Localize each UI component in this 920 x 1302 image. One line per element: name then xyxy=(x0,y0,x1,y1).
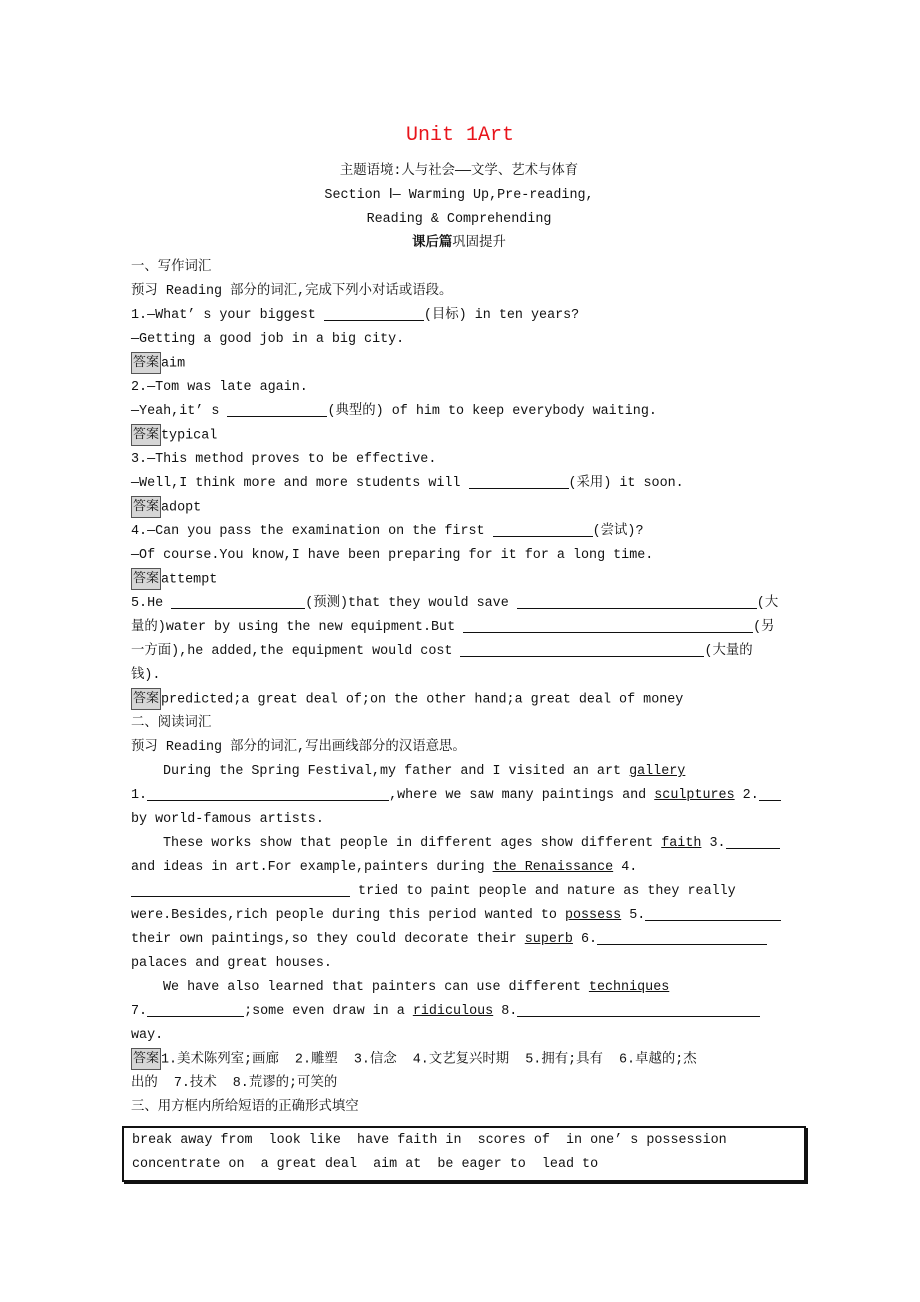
answer-blank xyxy=(171,592,305,609)
text: (大量的 xyxy=(704,644,753,659)
answer-blank xyxy=(463,616,753,633)
q5-line-4: 钱). xyxy=(131,668,161,683)
phrase: be eager to xyxy=(437,1157,526,1172)
underlined-word: faith xyxy=(661,836,702,851)
part2-answer xyxy=(131,1048,793,1072)
part1-instruction: 预习 Reading 部分的词汇,完成下列小对话或语段。 xyxy=(131,284,453,299)
text: 8. xyxy=(493,1004,518,1019)
phrase: lead to xyxy=(541,1157,599,1172)
answer-text: 1.美术陈列室;画廊 2.雕塑 3.信念 4.文艺复兴时期 5.拥有;具有 6.卓越的;杰 xyxy=(161,1052,697,1068)
answer-label: 答案 xyxy=(131,568,161,590)
answer-blank xyxy=(131,880,350,897)
text: 5. xyxy=(621,908,646,923)
text: (采用) it soon. xyxy=(568,476,684,491)
text: tried to paint people and nature as they really xyxy=(350,884,736,899)
text: 一方面),he added,the equipment would cost xyxy=(131,644,461,659)
underlined-word: the Renaissance xyxy=(492,860,614,875)
answer-label: 答案 xyxy=(131,688,161,710)
page-title: Unit 1Art xyxy=(405,124,515,147)
passage-line: by world-famous artists. xyxy=(131,812,324,827)
q1-line xyxy=(131,304,793,328)
underlined-word: techniques xyxy=(588,980,670,995)
passage-line xyxy=(131,976,793,1000)
text: We have also learned that painters can use different xyxy=(163,980,589,995)
q3-answer xyxy=(131,496,793,520)
phrase-row xyxy=(132,1152,804,1176)
q1-reply: —Getting a good job in a big city. xyxy=(131,332,405,347)
underlined-word: sculptures xyxy=(654,788,735,803)
passage-line xyxy=(131,760,793,784)
text: 6. xyxy=(572,932,598,947)
q4-line xyxy=(131,520,793,544)
answer-blank xyxy=(324,304,424,321)
passage-line xyxy=(131,904,793,928)
text: 1. xyxy=(131,788,148,803)
q2-line: 2.—Tom was late again. xyxy=(131,380,308,395)
passage-line: palaces and great houses. xyxy=(131,956,332,971)
text: —Well,I think more and more students will xyxy=(131,476,469,491)
text: 4. xyxy=(613,860,638,875)
answer-text: typical xyxy=(161,428,218,444)
answer-label: 答案 xyxy=(131,1048,161,1070)
text: 2. xyxy=(734,788,759,803)
part2-instruction: 预习 Reading 部分的词汇,写出画线部分的汉语意思。 xyxy=(131,740,466,755)
phrase-box xyxy=(122,1126,806,1182)
section-title-1: Section Ⅰ— Warming Up,Pre-reading, xyxy=(324,188,594,203)
answer-blank xyxy=(517,592,757,609)
answer-text: predicted;a great deal of;on the other hand;a great deal of money xyxy=(161,692,684,708)
answer-blank xyxy=(759,784,781,801)
text: 5.He xyxy=(131,596,172,611)
phrase: aim at xyxy=(373,1157,422,1172)
text: (尝试)? xyxy=(592,524,644,539)
answer-blank xyxy=(227,400,327,417)
text: ;some even draw in a xyxy=(244,1004,413,1019)
document-body xyxy=(131,160,793,1120)
text: ,where we saw many paintings and xyxy=(389,788,655,803)
answer-blank xyxy=(726,832,780,849)
answer-blank xyxy=(597,928,767,945)
part2-heading: 二、阅读词汇 xyxy=(131,716,212,731)
part2-answer-cont: 出的 7.技术 8.荒谬的;可笑的 xyxy=(131,1076,338,1091)
q4-reply: —Of course.You know,I have been preparing for it for a long time. xyxy=(131,548,654,563)
q2-answer xyxy=(131,424,793,448)
passage-line xyxy=(131,928,793,952)
q2-reply xyxy=(131,400,793,424)
q1-answer xyxy=(131,352,793,376)
passage-line xyxy=(131,856,793,880)
part1-heading: 一、写作词汇 xyxy=(131,260,212,275)
answer-blank xyxy=(645,904,781,921)
part3-heading: 三、用方框内所给短语的正确形式填空 xyxy=(131,1100,359,1115)
answer-blank xyxy=(460,640,704,657)
underlined-word: gallery xyxy=(629,764,686,779)
phrase: concentrate on xyxy=(132,1157,245,1172)
text: their own paintings,so they could decorate their xyxy=(131,932,525,947)
section-title-2: Reading & Comprehending xyxy=(366,212,552,227)
text: 4.—Can you pass the examination on the first xyxy=(131,524,493,539)
answer-blank xyxy=(469,472,569,489)
subheading-bold: 课后篇 xyxy=(412,236,453,251)
text: 7. xyxy=(131,1004,148,1019)
answer-text: aim xyxy=(161,356,186,372)
answer-text: attempt xyxy=(161,572,218,588)
phrase: have faith in xyxy=(357,1133,462,1148)
text: (典型的) of him to keep everybody waiting. xyxy=(327,404,657,419)
q5-line-3 xyxy=(131,640,793,664)
text: (另 xyxy=(753,620,775,635)
underlined-word: ridiculous xyxy=(412,1004,494,1019)
phrase: look like xyxy=(268,1133,341,1148)
text: were.Besides,rich people during this period wanted to xyxy=(131,908,565,923)
answer-label: 答案 xyxy=(131,496,161,518)
passage-line xyxy=(131,1000,793,1024)
phrase: break away from xyxy=(132,1133,253,1148)
answer-text: adopt xyxy=(161,500,202,516)
text: (预测)that they would save xyxy=(305,596,517,611)
text: During the Spring Festival,my father and I visited an art xyxy=(163,764,630,779)
phrase: scores of xyxy=(477,1133,550,1148)
underlined-word: possess xyxy=(564,908,622,923)
passage-line xyxy=(131,880,793,904)
q4-answer xyxy=(131,568,793,592)
passage-line xyxy=(131,784,793,808)
answer-label: 答案 xyxy=(131,424,161,446)
text: 3. xyxy=(701,836,726,851)
q5-line-1 xyxy=(131,592,793,616)
answer-blank xyxy=(517,1000,760,1017)
text: 量的)water by using the new equipment.But xyxy=(131,620,464,635)
answer-label: 答案 xyxy=(131,352,161,374)
text: 1.—What’ s your biggest xyxy=(131,308,324,323)
passage-line: way. xyxy=(131,1028,164,1043)
subheading-rest: 巩固提升 xyxy=(452,236,506,251)
theme-line: 主题语境:人与社会——文学、艺术与体育 xyxy=(339,164,579,179)
phrase: in one’ s possession xyxy=(565,1133,727,1148)
text: —Yeah,it’ s xyxy=(131,404,228,419)
q3-line: 3.—This method proves to be effective. xyxy=(131,452,437,467)
q3-reply xyxy=(131,472,793,496)
answer-blank xyxy=(147,784,389,801)
text: These works show that people in different ages show different xyxy=(163,836,662,851)
subheading xyxy=(131,232,787,256)
phrase: a great deal xyxy=(260,1157,358,1172)
text: (大 xyxy=(756,596,779,611)
answer-blank xyxy=(147,1000,244,1017)
text: and ideas in art.For example,painters during xyxy=(131,860,493,875)
q5-answer xyxy=(131,688,793,712)
answer-blank xyxy=(493,520,593,537)
passage-line xyxy=(131,832,793,856)
text: (目标) in ten years? xyxy=(423,308,580,323)
q5-line-2 xyxy=(131,616,793,640)
underlined-word: superb xyxy=(524,932,573,947)
phrase-row xyxy=(132,1128,804,1152)
